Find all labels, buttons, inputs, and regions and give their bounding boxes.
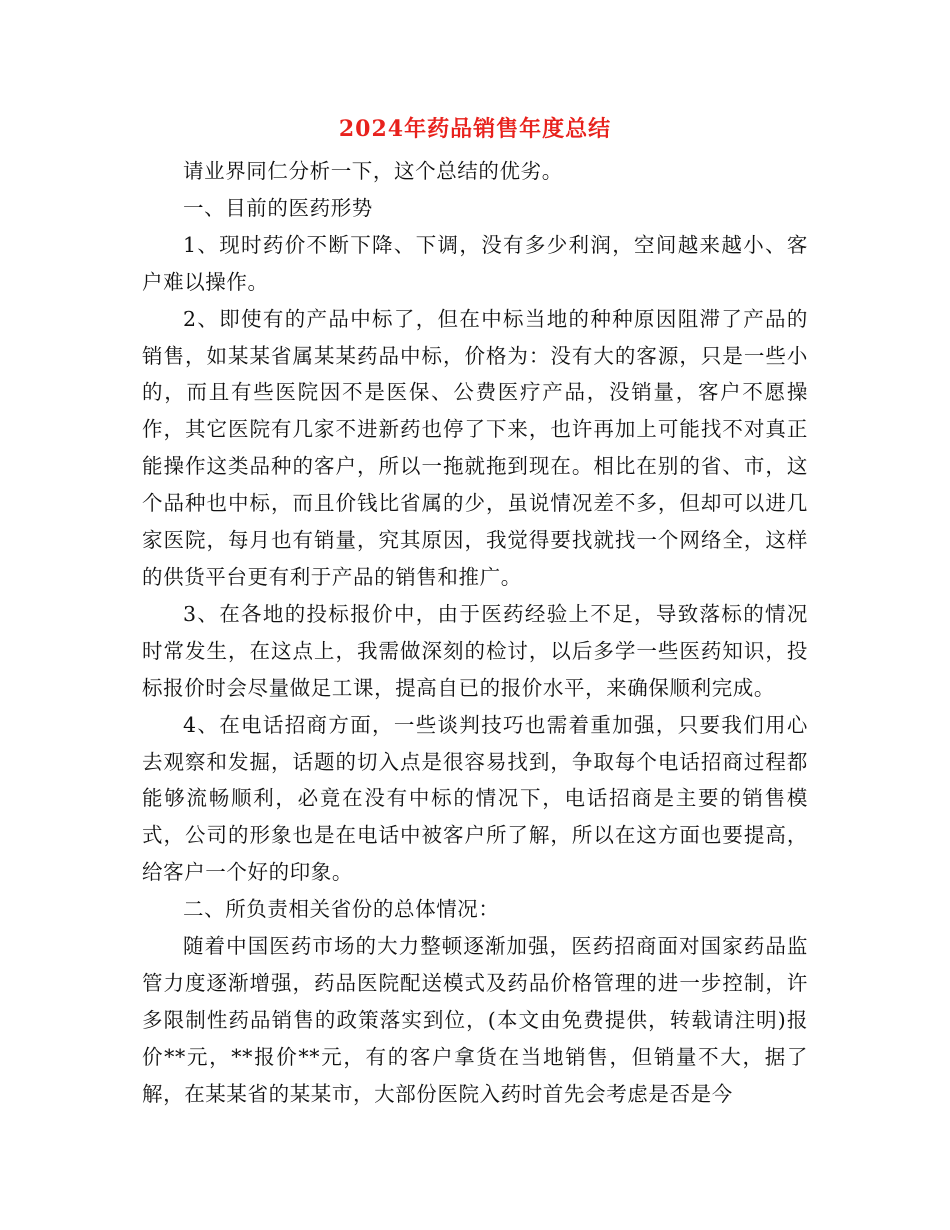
paragraph-item-4: 4、在电话招商方面，一些谈判技巧也需着重加强，只要我们用心去观察和发掘，话题的切入点是很容易找到，争取每个电话招商过程都能够流畅顺利，必竟在没有中标的情况下，电话招商是主要的销售模式，公司的形象也是在电话中被客户所了解，所以在这方面也要提高，给客户一个好的印象。 [142,712,808,885]
document-body [142,153,808,1113]
paragraph-item-2: 2、即使有的产品中标了，但在中标当地的种种原因阻滞了产品的销售，如某某省属某某药品中标，价格为：没有大的客源，只是一些小的，而且有些医院因不是医保、公费医疗产品，没销量，客户不愿操作，其它医院有几家不进新药也停了下来，也许再加上可能找不对真正能操作这类品种的客户，所以一拖就拖到现在。相比在别的省、市，这个品种也中标，而且价钱比省属的少，虽说情况差不多，但却可以进几家医院，每月也有销量，究其原因，我觉得要找就找一个网络全，这样的供货平台更有利于产品的销售和推广。 [142,306,808,589]
document-title: 2024年药品销售年度总结 [338,116,612,142]
heading-section-2: 二、所负责相关省份的总体情况： [183,897,500,922]
heading-section-1: 一、目前的医药形势 [183,195,373,220]
paragraph-item-1: 1、现时药价不断下降、下调，没有多少利润，空间越来越小、客户难以操作。 [142,232,808,294]
paragraph-item-3: 3、在各地的投标报价中，由于医药经验上不足，导致落标的情况时常发生，在这点上，我需做深刻的检讨，以后多学一些医药知识，投标报价时会尽量做足工课，提高自已的报价水平，来确保顺利完成。 [142,601,808,700]
paragraph-section-2-body: 随着中国医药市场的大力整顿逐渐加强，医药招商面对国家药品监管力度逐渐增强，药品医院配送模式及药品价格管理的进一步控制，许多限制性药品销售的政策落实到位，(本文由免费提供，转载请注明)报价**元，**报价**元，有的客户拿货在当地销售，但销量不大，据了解，在某某省的某某市，大部份医院入药时首先会考虑是否是今 [142,934,808,1106]
paragraph-intro: 请业界同仁分析一下，这个总结的优劣。 [183,159,563,183]
